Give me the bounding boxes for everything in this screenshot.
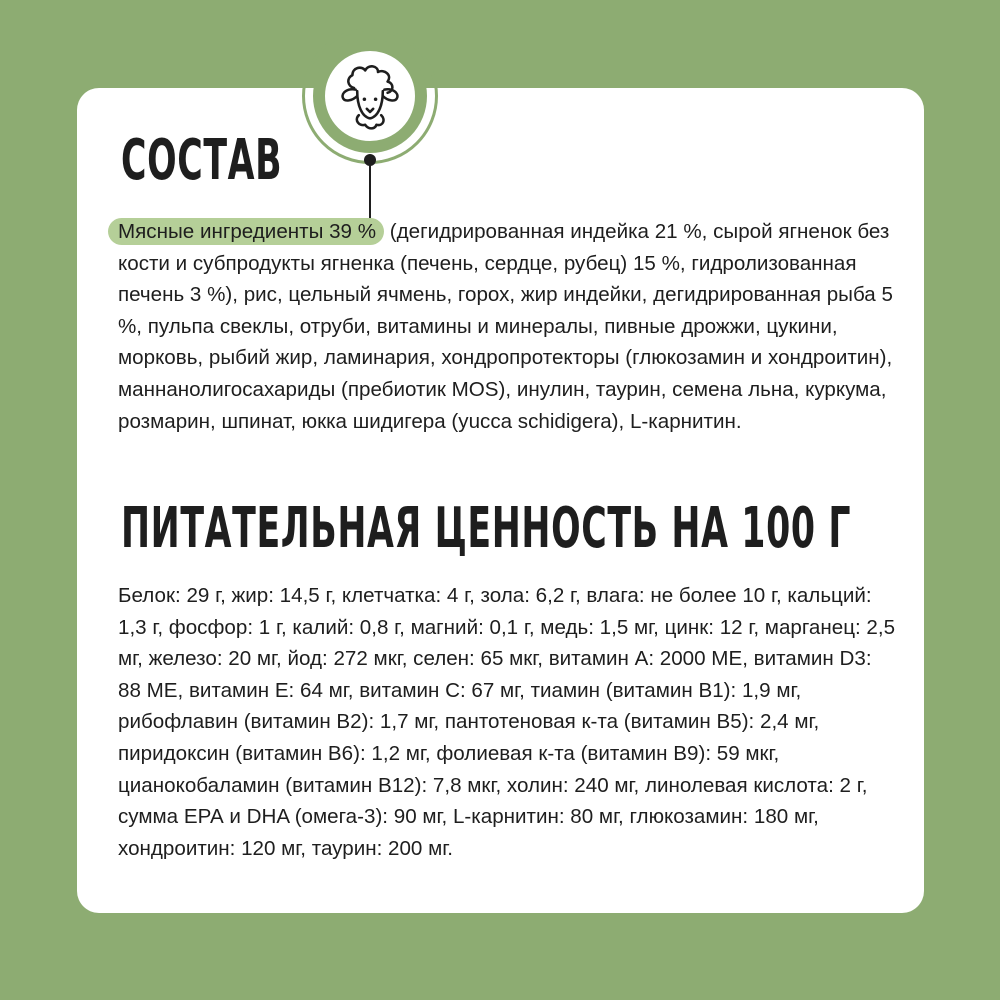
composition-text [118, 216, 898, 437]
composition-body: (дегидрированная индейка 21 %, сырой ягненок без кости и субпродукты ягненка (печень, сердце, рубец) 15 %, гидролизованная печень 3 %), рис, цельный ячмень, горох, жир индейки, дегидрированная рыба 5 %, пульпа свеклы, отруби, витамины и минералы, пивные дрожжи, цукини, морковь, рыбий жир, ламинария, хондропротекторы (глюкозамин и хондроитин), маннанолигосахариды (пребиотик MOS), инулин, таурин, семена льна, куркума, розмарин, шпинат, юкка шидигера (yucca schidigera), L-карнитин. [118, 220, 893, 433]
nutrition-title: ПИТАТЕЛЬНАЯ ЦЕННОСТЬ НА 100 Г [121, 496, 852, 561]
composition-title: СОСТАВ [121, 128, 283, 193]
meat-ingredients-highlight: Мясные ингредиенты 39 % [108, 218, 384, 245]
sheep-icon [330, 56, 410, 136]
nutrition-text: Белок: 29 г, жир: 14,5 г, клетчатка: 4 г, зола: 6,2 г, влага: не более 10 г, кальций: 1,3 г, фосфор: 1 г, калий: 0,8 г, магний: 0,1 г, медь: 1,5 мг, цинк: 12 г, марганец: 2,5 мг, железо: 20 мг, йод: 272 мкг, селен: 65 мкг, витамин А: 2000 МЕ, витамин D3: 88 МЕ, витамин Е: 64 мг, витамин С: 67 мг, тиамин (витамин В1): 1,9 мг, рибофлавин (витамин В2): 1,7 мг, пантотеновая к-та (витамин В5): 2,4 мг, пиридоксин (витамин В6): 1,2 мг, фолиевая к-та (витамин В9): 59 мкг, цианокобаламин (витамин В12): 7,8 мкг, холин: 240 мг, линолевая кислота: 2 г, сумма ЕРА и DHA (омега-3): 90 мг, L-карнитин: 80 мг, глюкозамин: 180 мг, хондроитин: 120 мг, таурин: 200 мг. [118, 584, 896, 860]
badge [313, 39, 427, 153]
